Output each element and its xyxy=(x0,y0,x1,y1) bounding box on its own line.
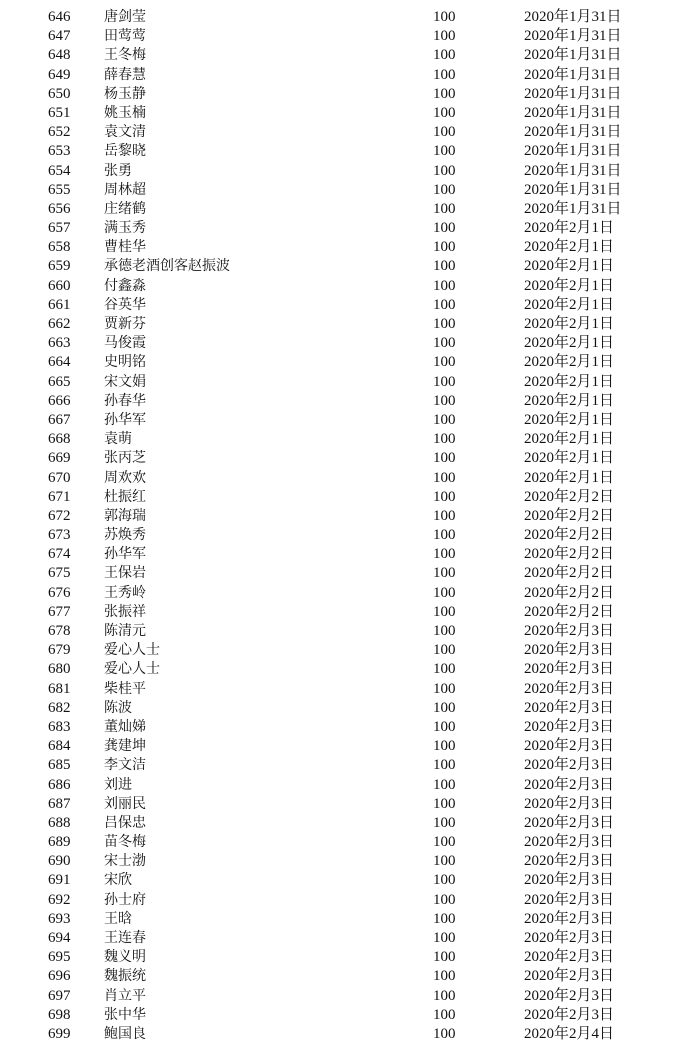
row-number: 650 xyxy=(48,85,71,102)
donation-date: 2020年2月3日 xyxy=(524,623,615,639)
donation-amount: 100 xyxy=(433,316,456,332)
donation-date: 2020年2月3日 xyxy=(524,642,615,659)
table-row xyxy=(0,987,700,1006)
table-row xyxy=(0,833,700,852)
table-row xyxy=(0,449,700,468)
donation-date: 2020年2月3日 xyxy=(524,910,615,927)
donation-amount: 100 xyxy=(433,162,456,179)
table-row xyxy=(0,257,700,276)
donation-date: 2020年2月2日 xyxy=(524,488,615,505)
table-row xyxy=(0,622,700,641)
donation-amount: 100 xyxy=(433,661,456,678)
donor-name: 周欢欢 xyxy=(104,469,146,486)
donation-date: 2020年2月1日 xyxy=(524,354,615,371)
table-row xyxy=(0,296,700,315)
row-number: 677 xyxy=(48,603,71,620)
donor-name: 宋士渤 xyxy=(104,853,146,870)
donation-amount: 100 xyxy=(433,718,456,735)
donation-date: 2020年2月3日 xyxy=(524,968,615,985)
donation-date: 2020年2月3日 xyxy=(524,738,615,755)
donation-date: 2020年2月3日 xyxy=(524,661,615,678)
donation-amount: 100 xyxy=(433,411,456,428)
donation-amount: 100 xyxy=(433,335,456,352)
donation-date: 2020年2月2日 xyxy=(524,546,615,563)
table-row xyxy=(0,795,700,814)
donation-date: 2020年2月3日 xyxy=(524,718,615,735)
row-number: 658 xyxy=(48,239,71,256)
donor-name: 刘进 xyxy=(104,776,132,793)
donation-amount: 100 xyxy=(433,488,456,505)
donation-date: 2020年1月31日 xyxy=(524,9,622,25)
row-number: 681 xyxy=(48,680,71,697)
donor-name: 杜振红 xyxy=(104,488,146,505)
donation-date: 2020年1月31日 xyxy=(524,66,622,83)
row-number: 673 xyxy=(48,527,71,544)
donation-amount: 100 xyxy=(433,642,456,659)
donor-name: 张勇 xyxy=(104,162,132,179)
row-number: 655 xyxy=(48,181,71,198)
donor-name: 姚玉楠 xyxy=(104,104,146,121)
donation-date: 2020年2月1日 xyxy=(524,450,615,467)
donation-date: 2020年2月1日 xyxy=(524,220,615,237)
donation-date: 2020年2月1日 xyxy=(524,239,615,256)
row-number: 693 xyxy=(48,910,71,927)
donation-date: 2020年2月3日 xyxy=(524,814,615,831)
donation-amount: 100 xyxy=(433,296,456,313)
donor-name: 魏义明 xyxy=(104,949,146,966)
donation-amount: 100 xyxy=(433,66,456,83)
donor-name: 贾新芬 xyxy=(104,316,146,332)
donation-date: 2020年1月31日 xyxy=(524,124,622,141)
table-row xyxy=(0,910,700,929)
donor-name: 王保岩 xyxy=(104,565,146,582)
donation-amount: 100 xyxy=(433,757,456,774)
donation-date: 2020年1月31日 xyxy=(524,104,622,121)
donation-date: 2020年2月3日 xyxy=(524,757,615,774)
donor-name: 苗冬梅 xyxy=(104,834,146,851)
table-row xyxy=(0,104,700,123)
donation-date: 2020年2月2日 xyxy=(524,565,615,582)
table-row xyxy=(0,929,700,948)
table-row xyxy=(0,871,700,890)
donor-name: 王连春 xyxy=(104,930,146,946)
donation-amount: 100 xyxy=(433,450,456,467)
table-row xyxy=(0,46,700,65)
table-row xyxy=(0,948,700,967)
row-number: 684 xyxy=(48,738,71,755)
donor-name: 谷英华 xyxy=(104,296,146,313)
donor-name: 付鑫淼 xyxy=(104,277,146,294)
table-row xyxy=(0,162,700,181)
donor-name: 爱心人士 xyxy=(104,642,160,659)
donation-amount: 100 xyxy=(433,258,456,275)
row-number: 694 xyxy=(48,930,71,946)
row-number: 672 xyxy=(48,507,71,524)
row-number: 682 xyxy=(48,699,71,716)
donor-name: 吕保忠 xyxy=(104,814,146,831)
row-number: 679 xyxy=(48,642,71,659)
donation-amount: 100 xyxy=(433,584,456,601)
donor-name: 庄绪鹤 xyxy=(104,200,146,217)
row-number: 666 xyxy=(48,392,71,409)
row-number: 669 xyxy=(48,450,71,467)
donation-date: 2020年2月2日 xyxy=(524,584,615,601)
donation-date: 2020年2月3日 xyxy=(524,930,615,946)
donation-date: 2020年2月1日 xyxy=(524,411,615,428)
table-row xyxy=(0,776,700,795)
donation-amount: 100 xyxy=(433,527,456,544)
donor-name: 王晗 xyxy=(104,910,132,927)
donation-amount: 100 xyxy=(433,392,456,409)
donation-amount: 100 xyxy=(433,795,456,812)
donation-amount: 100 xyxy=(433,930,456,946)
donation-date: 2020年2月4日 xyxy=(524,1025,615,1042)
donor-name: 肖立平 xyxy=(104,987,146,1004)
row-number: 699 xyxy=(48,1025,71,1042)
table-row xyxy=(0,430,700,449)
donor-name: 张振祥 xyxy=(104,603,146,620)
donation-amount: 100 xyxy=(433,143,456,160)
donation-date: 2020年1月31日 xyxy=(524,85,622,102)
donor-name: 孙华军 xyxy=(104,546,146,563)
donation-amount: 100 xyxy=(433,910,456,927)
table-row xyxy=(0,1025,700,1044)
row-number: 680 xyxy=(48,661,71,678)
row-number: 671 xyxy=(48,488,71,505)
donation-amount: 100 xyxy=(433,124,456,141)
donation-date: 2020年1月31日 xyxy=(524,181,622,198)
row-number: 692 xyxy=(48,891,71,908)
table-row xyxy=(0,526,700,545)
donor-name: 史明铭 xyxy=(104,354,146,371)
row-number: 670 xyxy=(48,469,71,486)
row-number: 690 xyxy=(48,853,71,870)
table-row xyxy=(0,545,700,564)
donation-amount: 100 xyxy=(433,431,456,448)
table-row xyxy=(0,737,700,756)
row-number: 687 xyxy=(48,795,71,812)
donation-date: 2020年2月3日 xyxy=(524,680,615,697)
row-number: 698 xyxy=(48,1006,71,1023)
table-row xyxy=(0,488,700,507)
table-row xyxy=(0,699,700,718)
table-row xyxy=(0,277,700,296)
table-row xyxy=(0,660,700,679)
table-row xyxy=(0,315,700,334)
table-row xyxy=(0,353,700,372)
donation-date: 2020年2月1日 xyxy=(524,277,615,294)
donation-amount: 100 xyxy=(433,872,456,889)
donation-date: 2020年2月1日 xyxy=(524,373,615,390)
donation-date: 2020年2月3日 xyxy=(524,1006,615,1023)
donation-amount: 100 xyxy=(433,834,456,851)
donor-name: 王秀岭 xyxy=(104,584,146,601)
donation-amount: 100 xyxy=(433,354,456,371)
donor-name: 田莺莺 xyxy=(104,28,146,45)
donor-name: 李文洁 xyxy=(104,757,146,774)
table-row xyxy=(0,85,700,104)
donor-name: 唐剑莹 xyxy=(104,9,146,25)
row-number: 691 xyxy=(48,872,71,889)
table-row xyxy=(0,891,700,910)
donation-amount: 100 xyxy=(433,680,456,697)
donation-amount: 100 xyxy=(433,968,456,985)
table-row xyxy=(0,8,700,27)
table-row xyxy=(0,641,700,660)
donation-amount: 100 xyxy=(433,28,456,45)
table-row xyxy=(0,680,700,699)
donation-date: 2020年1月31日 xyxy=(524,143,622,160)
row-number: 653 xyxy=(48,143,71,160)
donation-amount: 100 xyxy=(433,776,456,793)
donation-date: 2020年2月3日 xyxy=(524,891,615,908)
row-number: 652 xyxy=(48,124,71,141)
donor-name: 王冬梅 xyxy=(104,47,146,64)
donor-name: 孙春华 xyxy=(104,392,146,409)
donor-name: 鲍国良 xyxy=(104,1025,146,1042)
table-row xyxy=(0,334,700,353)
donor-name: 张丙芝 xyxy=(104,450,146,467)
donation-amount: 100 xyxy=(433,1006,456,1023)
table-row xyxy=(0,603,700,622)
donor-name: 陈波 xyxy=(104,699,132,716)
donation-date: 2020年2月3日 xyxy=(524,949,615,966)
donation-amount: 100 xyxy=(433,200,456,217)
table-row xyxy=(0,392,700,411)
row-number: 664 xyxy=(48,354,71,371)
donor-name: 龚建坤 xyxy=(104,738,146,755)
row-number: 678 xyxy=(48,623,71,639)
donor-name: 曹桂华 xyxy=(104,239,146,256)
donation-amount: 100 xyxy=(433,546,456,563)
donor-name: 马俊霞 xyxy=(104,335,146,352)
row-number: 696 xyxy=(48,968,71,985)
row-number: 647 xyxy=(48,28,71,45)
table-row xyxy=(0,238,700,257)
table-row xyxy=(0,756,700,775)
donation-date: 2020年2月1日 xyxy=(524,335,615,352)
donor-name: 杨玉静 xyxy=(104,85,146,102)
row-number: 689 xyxy=(48,834,71,851)
row-number: 646 xyxy=(48,9,71,25)
donor-name: 张中华 xyxy=(104,1006,146,1023)
row-number: 668 xyxy=(48,431,71,448)
row-number: 674 xyxy=(48,546,71,563)
row-number: 667 xyxy=(48,411,71,428)
table-row xyxy=(0,373,700,392)
row-number: 683 xyxy=(48,718,71,735)
donation-date: 2020年2月3日 xyxy=(524,795,615,812)
donation-amount: 100 xyxy=(433,181,456,198)
donation-amount: 100 xyxy=(433,469,456,486)
donation-date: 2020年2月1日 xyxy=(524,296,615,313)
table-row xyxy=(0,219,700,238)
donation-date: 2020年2月3日 xyxy=(524,853,615,870)
donor-name: 孙士府 xyxy=(104,891,146,908)
donation-amount: 100 xyxy=(433,1025,456,1042)
donation-date: 2020年2月1日 xyxy=(524,316,615,332)
donation-amount: 100 xyxy=(433,603,456,620)
donation-table xyxy=(0,8,700,1044)
row-number: 648 xyxy=(48,47,71,64)
row-number: 662 xyxy=(48,316,71,332)
donor-name: 宋欣 xyxy=(104,872,132,889)
donor-name: 陈清元 xyxy=(104,623,146,639)
table-row xyxy=(0,852,700,871)
row-number: 675 xyxy=(48,565,71,582)
donation-amount: 100 xyxy=(433,220,456,237)
donation-amount: 100 xyxy=(433,814,456,831)
donation-amount: 100 xyxy=(433,738,456,755)
table-row xyxy=(0,718,700,737)
donation-date: 2020年1月31日 xyxy=(524,28,622,45)
donation-date: 2020年2月2日 xyxy=(524,507,615,524)
row-number: 676 xyxy=(48,584,71,601)
row-number: 659 xyxy=(48,258,71,275)
donation-date: 2020年1月31日 xyxy=(524,162,622,179)
donation-date: 2020年2月1日 xyxy=(524,392,615,409)
donor-name: 岳黎晓 xyxy=(104,143,146,160)
donor-name: 苏焕秀 xyxy=(104,527,146,544)
donor-name: 爱心人士 xyxy=(104,661,160,678)
donation-date: 2020年2月1日 xyxy=(524,258,615,275)
row-number: 661 xyxy=(48,296,71,313)
row-number: 686 xyxy=(48,776,71,793)
donor-name: 董灿娣 xyxy=(104,718,146,735)
donor-name: 魏振统 xyxy=(104,968,146,985)
donation-date: 2020年2月2日 xyxy=(524,527,615,544)
table-row xyxy=(0,200,700,219)
row-number: 657 xyxy=(48,220,71,237)
table-row xyxy=(0,27,700,46)
row-number: 654 xyxy=(48,162,71,179)
donor-name: 满玉秀 xyxy=(104,220,146,237)
donation-amount: 100 xyxy=(433,565,456,582)
row-number: 685 xyxy=(48,757,71,774)
donation-date: 2020年2月3日 xyxy=(524,834,615,851)
table-row xyxy=(0,1006,700,1025)
donation-amount: 100 xyxy=(433,104,456,121)
donor-name: 承德老酒创客赵振波 xyxy=(104,258,230,275)
donation-amount: 100 xyxy=(433,373,456,390)
donor-name: 刘丽民 xyxy=(104,795,146,812)
row-number: 695 xyxy=(48,949,71,966)
donation-amount: 100 xyxy=(433,949,456,966)
table-row xyxy=(0,814,700,833)
donation-date: 2020年2月3日 xyxy=(524,776,615,793)
table-row xyxy=(0,564,700,583)
row-number: 665 xyxy=(48,373,71,390)
donation-amount: 100 xyxy=(433,853,456,870)
donation-amount: 100 xyxy=(433,699,456,716)
row-number: 688 xyxy=(48,814,71,831)
donation-date: 2020年2月1日 xyxy=(524,431,615,448)
table-row xyxy=(0,123,700,142)
donation-date: 2020年2月3日 xyxy=(524,987,615,1004)
table-row xyxy=(0,507,700,526)
row-number: 660 xyxy=(48,277,71,294)
table-row xyxy=(0,181,700,200)
table-row xyxy=(0,967,700,986)
table-row xyxy=(0,142,700,161)
donor-name: 袁萌 xyxy=(104,431,132,448)
row-number: 656 xyxy=(48,200,71,217)
donation-amount: 100 xyxy=(433,987,456,1004)
donation-date: 2020年2月3日 xyxy=(524,872,615,889)
table-row xyxy=(0,411,700,430)
donor-name: 孙华军 xyxy=(104,411,146,428)
donor-name: 薛春慧 xyxy=(104,66,146,83)
donation-amount: 100 xyxy=(433,277,456,294)
donor-name: 袁文清 xyxy=(104,124,146,141)
donation-amount: 100 xyxy=(433,623,456,639)
donor-name: 宋文娟 xyxy=(104,373,146,390)
donation-date: 2020年2月1日 xyxy=(524,469,615,486)
donor-name: 柴桂平 xyxy=(104,680,146,697)
table-row xyxy=(0,66,700,85)
donation-amount: 100 xyxy=(433,9,456,25)
donation-amount: 100 xyxy=(433,239,456,256)
donation-date: 2020年2月3日 xyxy=(524,699,615,716)
row-number: 697 xyxy=(48,987,71,1004)
donation-date: 2020年1月31日 xyxy=(524,200,622,217)
donation-amount: 100 xyxy=(433,507,456,524)
donation-amount: 100 xyxy=(433,891,456,908)
table-row xyxy=(0,584,700,603)
row-number: 651 xyxy=(48,104,71,121)
donor-name: 郭海瑞 xyxy=(104,507,146,524)
donation-amount: 100 xyxy=(433,85,456,102)
donor-name: 周林超 xyxy=(104,181,146,198)
donation-amount: 100 xyxy=(433,47,456,64)
row-number: 663 xyxy=(48,335,71,352)
table-row xyxy=(0,469,700,488)
donation-date: 2020年2月2日 xyxy=(524,603,615,620)
donation-date: 2020年1月31日 xyxy=(524,47,622,64)
row-number: 649 xyxy=(48,66,71,83)
